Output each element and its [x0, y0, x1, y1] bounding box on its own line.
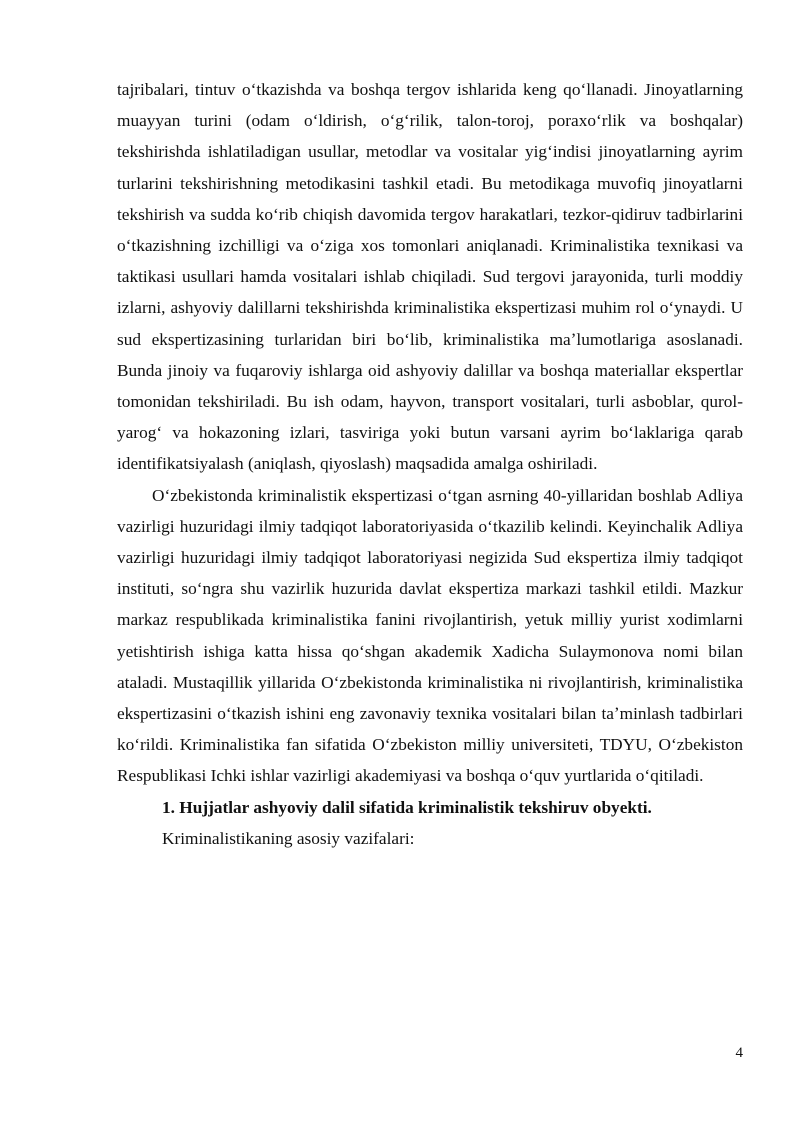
section-heading: 1. Hujjatlar ashyoviy dalil sifatida kriminalistik tekshiruv obyekti.	[162, 797, 652, 817]
paragraph-continuation: tajribalari, tintuv oʻtkazishda va boshqa tergov ishlarida keng qoʻllanadi. Jinoyatlarning muayyan turini (odam oʻldirish, oʻgʻrilik, talon-toroj, poraxoʻrlik va boshqalar) tekshirishda ishlatiladigan usullar, metodlar va vositalar yigʻindisi jinoyatlarning ayrim turlarini tekshirishning metodikasini tashkil etadi. Bu metodikaga muvofiq jinoyatlarni tekshirish va sudda koʻrib chiqish davomida tergov harakatlari, tezkor-qidiruv tadbirlarini oʻtkazishning izchilligi va oʻziga xos tomonlari aniqlanadi. Kriminalistika texnikasi va taktikasi usullari hamda vositalari ishlab chiqiladi. Sud tergovi jarayonida, turli moddiy izlarni, ashyoviy dalillarni tekshirishda kriminalistika ekspertizasi muhim rol oʻynaydi. U sud ekspertizasining turlaridan biri boʻlib, kriminalistika maʼlumotlariga asoslanadi. Bunda jinoiy va fuqaroviy ishlarga oid ashyoviy dalillar va boshqa materiallar ekspertlar tomonidan tekshiriladi. Bu ish odam, hayvon, transport vositalari, turli asboblar, qurol-yarogʻ va hokazoning izlari, tasviriga yoki butun varsani ayrim boʻlaklariga qarab identifikatsiyalash (aniqlash, qiyoslash) maqsadida amalga oshiriladi.	[117, 80, 743, 474]
body-text	[117, 74, 743, 854]
page-number: 4	[735, 1045, 743, 1061]
tasks-intro: Kriminalistikaning asosiy vazifalari:	[162, 828, 415, 848]
paragraph-history: Oʻzbekistonda kriminalistik ekspertizasi oʻtgan asrning 40-yillaridan boshlab Adliya vazirligi huzuridagi ilmiy tadqiqot laboratoriyasida oʻtkazilib kelindi. Keyinchalik Adliya vazirligi huzuridagi ilmiy tadqiqot laboratoriyasi negizida Sud ekspertiza ilmiy tadqiqot instituti, soʻngra shu vazirlik huzurida davlat ekspertiza markazi tashkil etildi. Mazkur markaz respublikada kriminalistika fanini rivojlantirish, yetuk milliy yurist xodimlarni yetishtirish ishiga katta hissa qoʻshgan akademik Xadicha Sulaymonova nomi bilan ataladi. Mustaqillik yillarida Oʻzbekistonda kriminalistika ni rivojlantirish, kriminalistika ekspertizasini oʻtkazish ishini eng zavonaviy texnika vositalari bilan taʼminlash tadbirlari koʻrildi. Kriminalistika fan sifatida Oʻzbekiston milliy universiteti, TDYU, Oʻzbekiston Respublikasi Ichki ishlar vazirligi akademiyasi va boshqa oʻquv yurtlarida oʻqitiladi.	[117, 485, 743, 786]
